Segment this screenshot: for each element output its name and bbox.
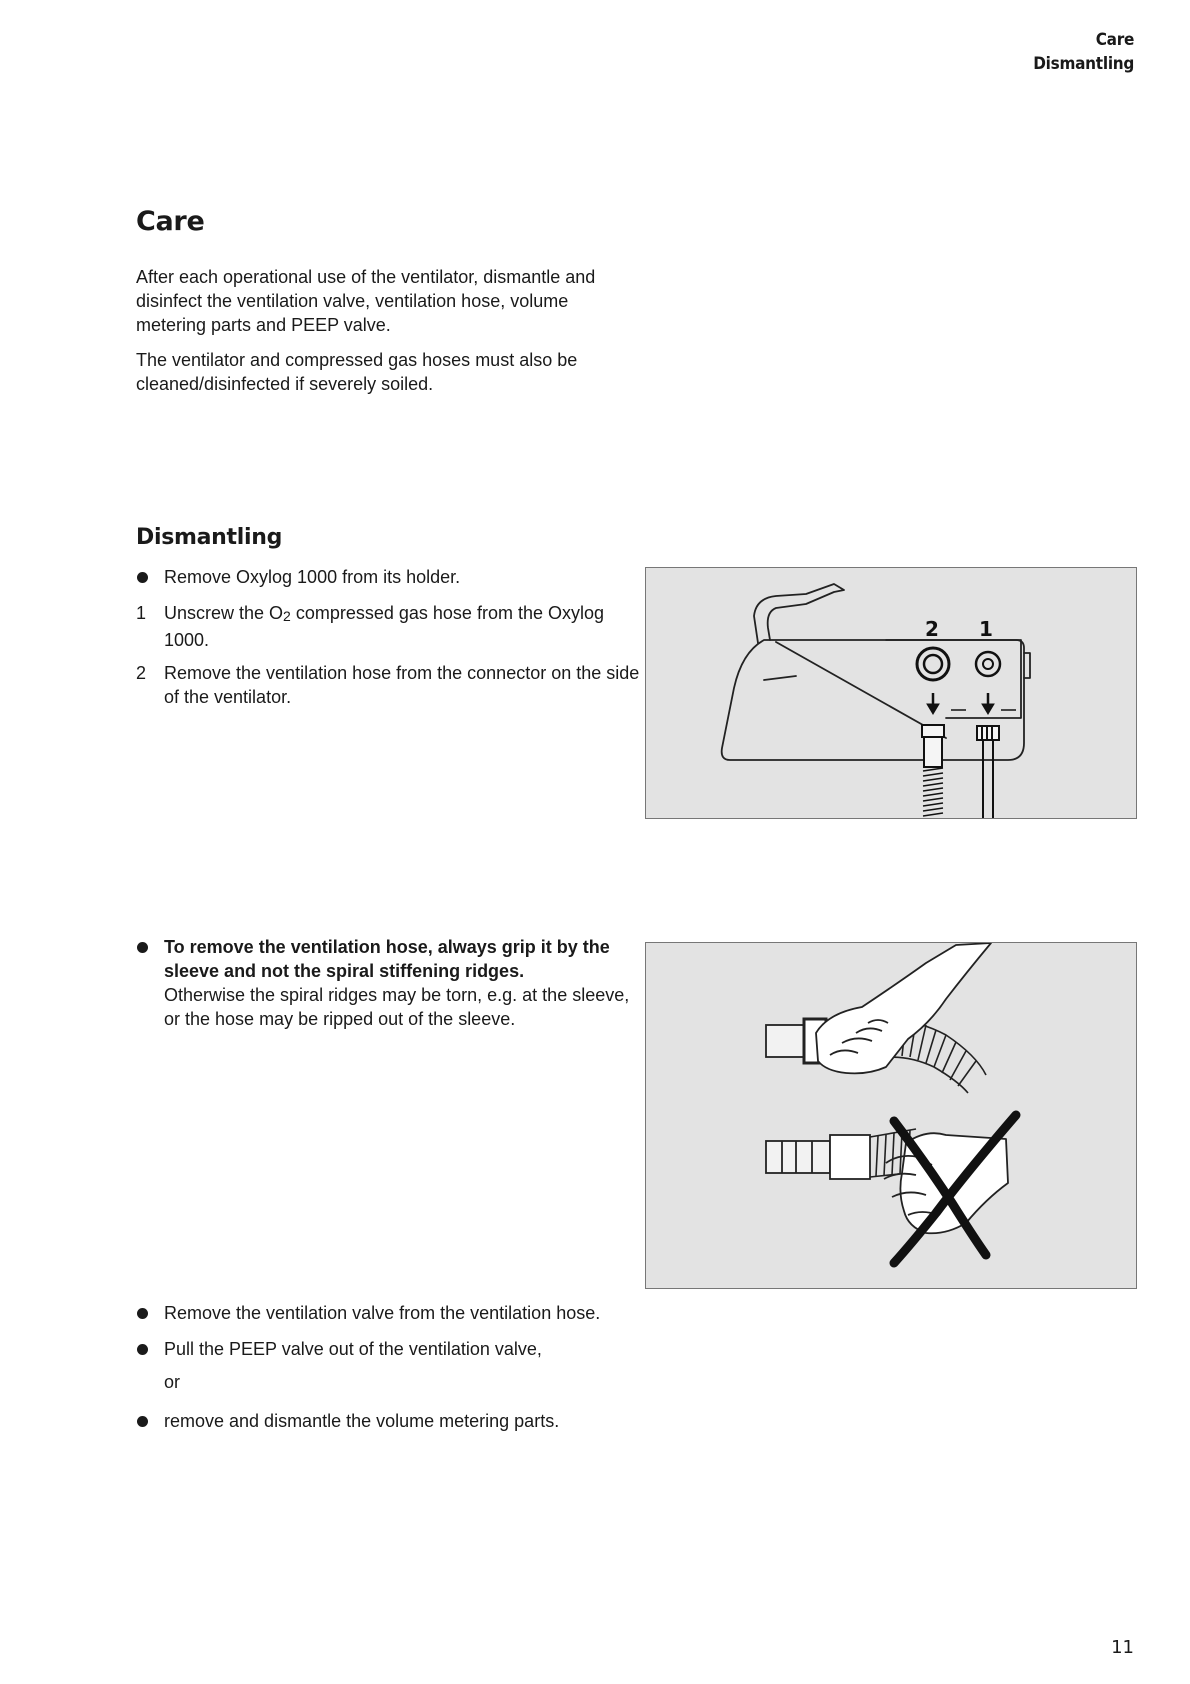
caution-bold-text: To remove the ventilation hose, always grip it by the sleeve and not the spiral stiffening ridges. [164, 937, 610, 981]
care-heading: Care [136, 206, 205, 237]
list-item-text: Remove the ventilation valve from the ventilation hose. [164, 1303, 601, 1323]
dismantling-heading: Dismantling [136, 525, 283, 550]
figure-connectors [645, 567, 1137, 819]
hose-spiral-ridges [923, 768, 943, 816]
running-header-section: Dismantling [1033, 54, 1134, 74]
step-1-text [164, 601, 646, 652]
or-connector-text: or [164, 1372, 181, 1392]
incorrect-grip-hose [766, 1135, 870, 1179]
holder-clip-shape [754, 584, 844, 643]
arrow-down-icon [982, 693, 994, 714]
connector-panel [886, 640, 1021, 718]
step-number: 2 [136, 663, 147, 683]
step-1-text-end: compressed gas hose from the Oxylog 1000. [164, 603, 604, 650]
connector-1-icon [976, 652, 1000, 676]
step-2 [136, 661, 646, 709]
step-1 [136, 601, 646, 652]
step-2-text: Remove the ventilation hose from the connector on the side of the ventilator. [164, 663, 640, 707]
connector-2-icon [917, 648, 949, 680]
list-item-volume-metering [136, 1409, 646, 1433]
running-header [1033, 28, 1134, 76]
list-item-text: remove and dismantle the volume metering parts. [164, 1411, 560, 1431]
caution-item [136, 935, 646, 1031]
figure-hose-grip [645, 942, 1137, 1289]
running-header-chapter: Care [1095, 30, 1134, 50]
care-paragraph-2: The ventilator and compressed gas hoses must also be cleaned/disinfected if severely soiled. [136, 350, 578, 394]
list-item-peep-valve [136, 1337, 646, 1361]
list-item-remove-oxylog [136, 565, 646, 589]
caution-text [164, 935, 646, 1031]
ventilator-illustration [646, 568, 1136, 818]
o2-hose-shape [977, 726, 999, 818]
hose-grip-illustration [646, 943, 1136, 1288]
arrow-down-icon [927, 693, 939, 714]
ventilation-hose-shape [922, 725, 944, 767]
care-paragraph-1: After each operational use of the ventilator, dismantle and disinfect the ventilation valve, ventilation hose, volume metering parts and PEEP valve. [136, 267, 596, 335]
housing-edge [764, 676, 796, 680]
list-item-text: Remove Oxylog 1000 from its holder. [164, 567, 461, 587]
step-1-text-start: Unscrew the O [164, 603, 284, 623]
caution-explanation: Otherwise the spiral ridges may be torn, e.g. at the sleeve, or the hose may be ripped out of the sleeve. [164, 985, 630, 1029]
page-number: 11 [1111, 1637, 1134, 1658]
o2-subscript: 2 [283, 608, 291, 624]
connector-1-label: 1 [979, 617, 993, 641]
connector-panel-edge [1024, 653, 1030, 678]
list-item-remove-valve [136, 1301, 646, 1325]
list-item-text: Pull the PEEP valve out of the ventilation valve, [164, 1339, 542, 1359]
step-number: 1 [136, 603, 147, 623]
connector-2-label: 2 [925, 617, 939, 641]
